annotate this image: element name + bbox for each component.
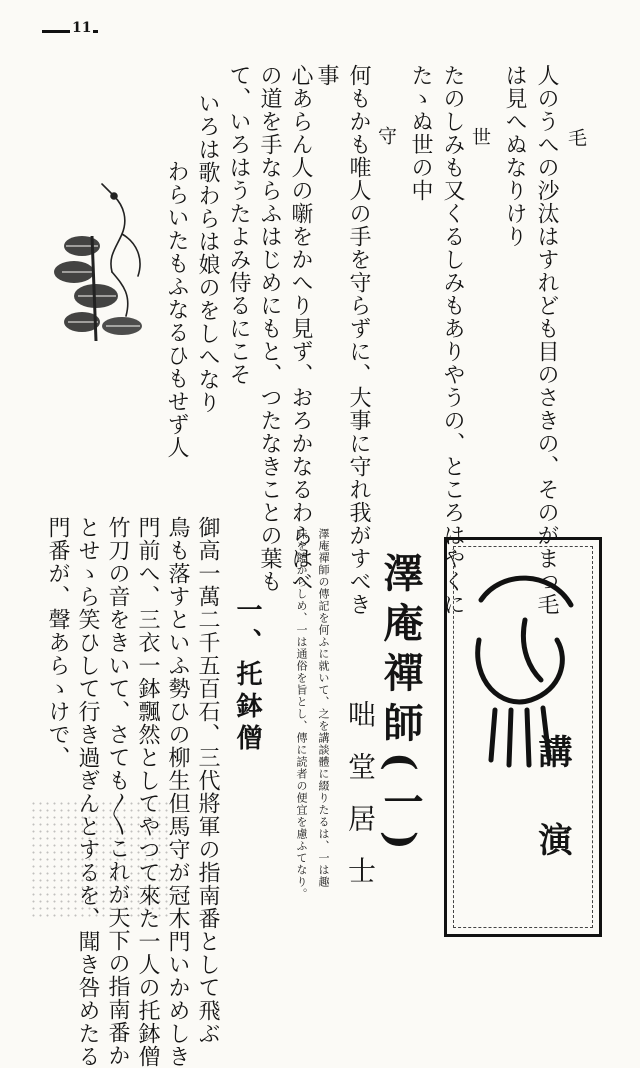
poem-world-line-2: たゝぬ世の中 xyxy=(408,64,433,202)
poem-heart-line-2: の道を手ならふはじめにもと、つたなきことの葉も xyxy=(257,64,282,593)
lecture-badge xyxy=(444,537,602,937)
lecture-body-line-3: 門前へ、三衣一鉢飄然としてやつて來た一人の托鉢僧 xyxy=(135,516,160,1068)
lecture-body-line-2: 鳥も落すといふ勢ひの柳生但馬守が冠木門いかめしき xyxy=(165,516,190,1068)
lecture-body-line-5: とせゝら笑ひして行き過ぎんとするを、聞き咎めたる xyxy=(75,516,100,1068)
poem-protect-title: 守 xyxy=(375,126,397,145)
lecture-body-line-4: 竹刀の音をきいて、さても〳〵これが天下の指南番か xyxy=(105,516,130,1067)
badge-char-1: 講 xyxy=(532,734,572,768)
section-title: 一、托鉢僧 xyxy=(232,596,262,756)
badge-char-2: 演 xyxy=(532,822,572,856)
print-speckle xyxy=(30,800,170,920)
poem-heart-line-1: 心あらん人の噺をかへり見ず、おろかなるわらはべ xyxy=(288,64,313,593)
page-number: 11 xyxy=(72,20,92,36)
poem-heart-line-3: て、いろはうたよみ侍るにこそ xyxy=(226,64,251,386)
poem-heart-line-5: わらいたもふなるひもせず人 xyxy=(164,160,189,459)
lecture-intro-line-1: 澤庵禪師の傳記を何ふに就いて、之を講談體に綴りたるは、一は趣 xyxy=(317,528,330,888)
crane-pine-illustration xyxy=(52,176,162,346)
poem-hair-title: 毛 xyxy=(565,128,587,147)
poem-heart-line-4: いろは歌わらは娘のをしへなり xyxy=(195,92,220,414)
lecture-body-line-1: 御高一萬二千五百石、三代將軍の指南番として飛ぶ xyxy=(195,516,220,1045)
poem-world-title: 世 xyxy=(469,127,491,146)
poem-protect-line-1: 何もかも唯人の手を守らずに、大事に守れ我がすべき xyxy=(346,64,371,616)
poem-protect-line-2: 事 xyxy=(314,64,339,87)
poem-hair-line-1: 人のうへの沙汰はすれども目のさきの、そのがまつ毛 xyxy=(534,64,559,616)
poem-world-line-1: たのしみも又くるしみもありやうの、ところはやくに xyxy=(440,64,465,616)
lecture-author: 咄堂居士 xyxy=(344,700,377,908)
lecture-title: 澤庵禪師(一) xyxy=(377,552,424,860)
lecture-intro-line-2: 味を饒からしめ、一は通俗を旨とし、傳に読者の便宜を慮ふてなり。 xyxy=(295,528,308,900)
lecture-body-line-6: 門番が、聲あらゝけで、 xyxy=(45,516,70,769)
poem-hair-line-2: は見へぬなりけり xyxy=(502,64,527,248)
